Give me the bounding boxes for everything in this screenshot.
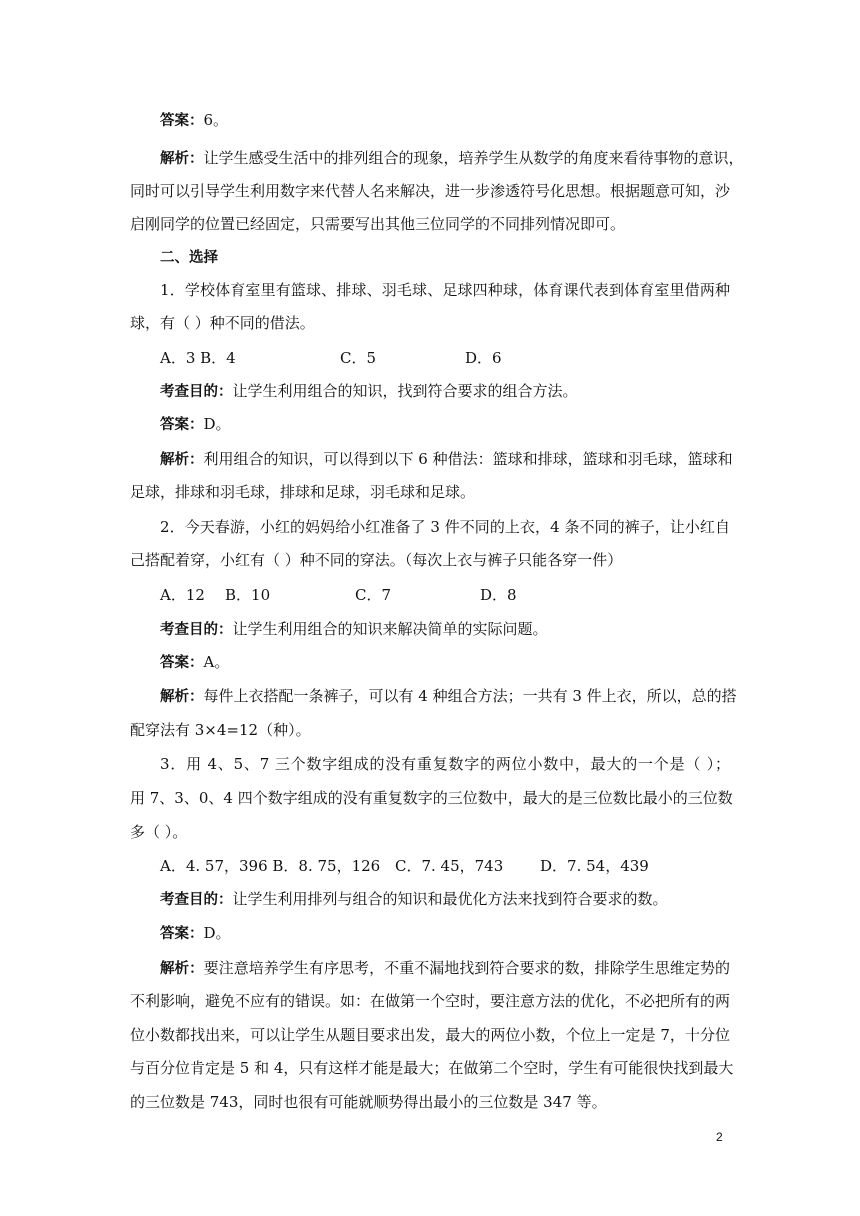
q3-analysis-line-2: 不利影响，避免不应有的错误。如：在做第一个空时，要注意方法的优化，不必把所有的两 <box>130 992 731 1010</box>
q1-analysis-line-2: 足球，排球和羽毛球，排球和足球，羽毛球和足球。 <box>130 483 476 501</box>
q1-option-c: C．5 <box>340 349 377 367</box>
intro-analysis-line-1: 解析：让学生感受生活中的排列组合的现象，培养学生从数学的角度来看待事物的意识， <box>160 149 744 167</box>
section-title: 二、选择 <box>160 250 218 266</box>
q3-stem-line-2: 用 7、3、0、4 四个数字组成的没有重复数字的三位数中，最大的是三位数比最小的三位数 <box>130 789 733 807</box>
q3-option-c: C．7. 45，743 <box>395 857 504 875</box>
q2-analysis-line-2: 配穿法有 3×4=12（种）。 <box>130 721 311 739</box>
q3-option-d: D．7. 54，439 <box>540 857 649 875</box>
q2-stem-line-2: 己搭配着穿，小红有（ ）种不同的穿法。（每次上衣与裤子只能各穿一件） <box>130 551 623 569</box>
q3-stem-line-1: 3．用 4、5、7 三个数字组成的没有重复数字的两位小数中，最大的一个是（ ）； <box>160 755 730 773</box>
q2-option-a: A．12 <box>160 586 205 604</box>
q1-stem-line-2: 球，有（ ）种不同的借法。 <box>130 314 315 332</box>
q2-stem-line-1: 2．今天春游，小红的妈妈给小红准备了 3 件不同的上衣，4 条不同的裤子，让小红自 <box>160 518 730 536</box>
intro-analysis-line-3: 启刚同学的位置已经固定，只需要写出其他三位同学的不同排列情况即可。 <box>130 215 626 233</box>
q1-answer-line: 答案：D。 <box>160 415 231 433</box>
q3-analysis-line-5: 的三位数是 743，同时也很有可能就顺势得出最小的三位数是 347 等。 <box>130 1093 607 1111</box>
q3-analysis-line-4: 与百分位肯定是 5 和 4，只有这样才能是最大；在做第二个空时，学生有可能很快找到最大 <box>130 1059 734 1077</box>
q2-analysis-line-1: 解析：每件上衣搭配一条裤子，可以有 4 种组合方法；一共有 3 件上衣，所以，总的搭 <box>160 687 737 705</box>
q2-option-d: D．8 <box>480 586 517 604</box>
q1-purpose-line: 考查目的：让学生利用组合的知识，找到符合要求的组合方法。 <box>160 382 578 400</box>
q1-option-d: D．6 <box>465 349 502 367</box>
q3-analysis-line-1: 解析：要注意培养学生有序思考，不重不漏地找到符合要求的数，排除学生思维定势的 <box>160 959 730 977</box>
q2-option-c: C．7 <box>355 586 392 604</box>
intro-analysis-line-2: 同时可以引导学生利用数字来代替人名来解决，进一步渗透符号化思想。根据题意可知，沙 <box>130 182 731 200</box>
q2-purpose-line: 考查目的：让学生利用组合的知识来解决简单的实际问题。 <box>160 620 548 638</box>
q1-stem-line-1: 1．学校体育室里有篮球、排球、羽毛球、足球四种球，体育课代表到体育室里借两种 <box>160 281 730 299</box>
q2-option-b: B．10 <box>225 586 271 604</box>
q2-answer-line: 答案：A。 <box>160 653 230 671</box>
q3-stem-line-3: 多（ ）。 <box>130 823 188 841</box>
q1-analysis-line-1: 解析：利用组合的知识，可以得到以下 6 种借法：篮球和排球，篮球和羽毛球，篮球和 <box>160 450 733 468</box>
q1-option-ab: A．3 B．4 <box>160 349 236 367</box>
q3-answer-line: 答案：D。 <box>160 924 231 942</box>
page-number: 2 <box>716 1130 723 1144</box>
q3-option-ab: A．4. 57，396 B．8. 75，126 <box>160 857 381 875</box>
intro-answer-line: 答案：6。 <box>160 111 229 129</box>
q3-analysis-line-3: 位小数都找出来，可以让学生从题目要求出发，最大的两位小数，个位上一定是 7，十分位 <box>130 1026 730 1044</box>
q3-purpose-line: 考查目的：让学生利用排列与组合的知识和最优化方法来找到符合要求的数。 <box>160 890 668 908</box>
